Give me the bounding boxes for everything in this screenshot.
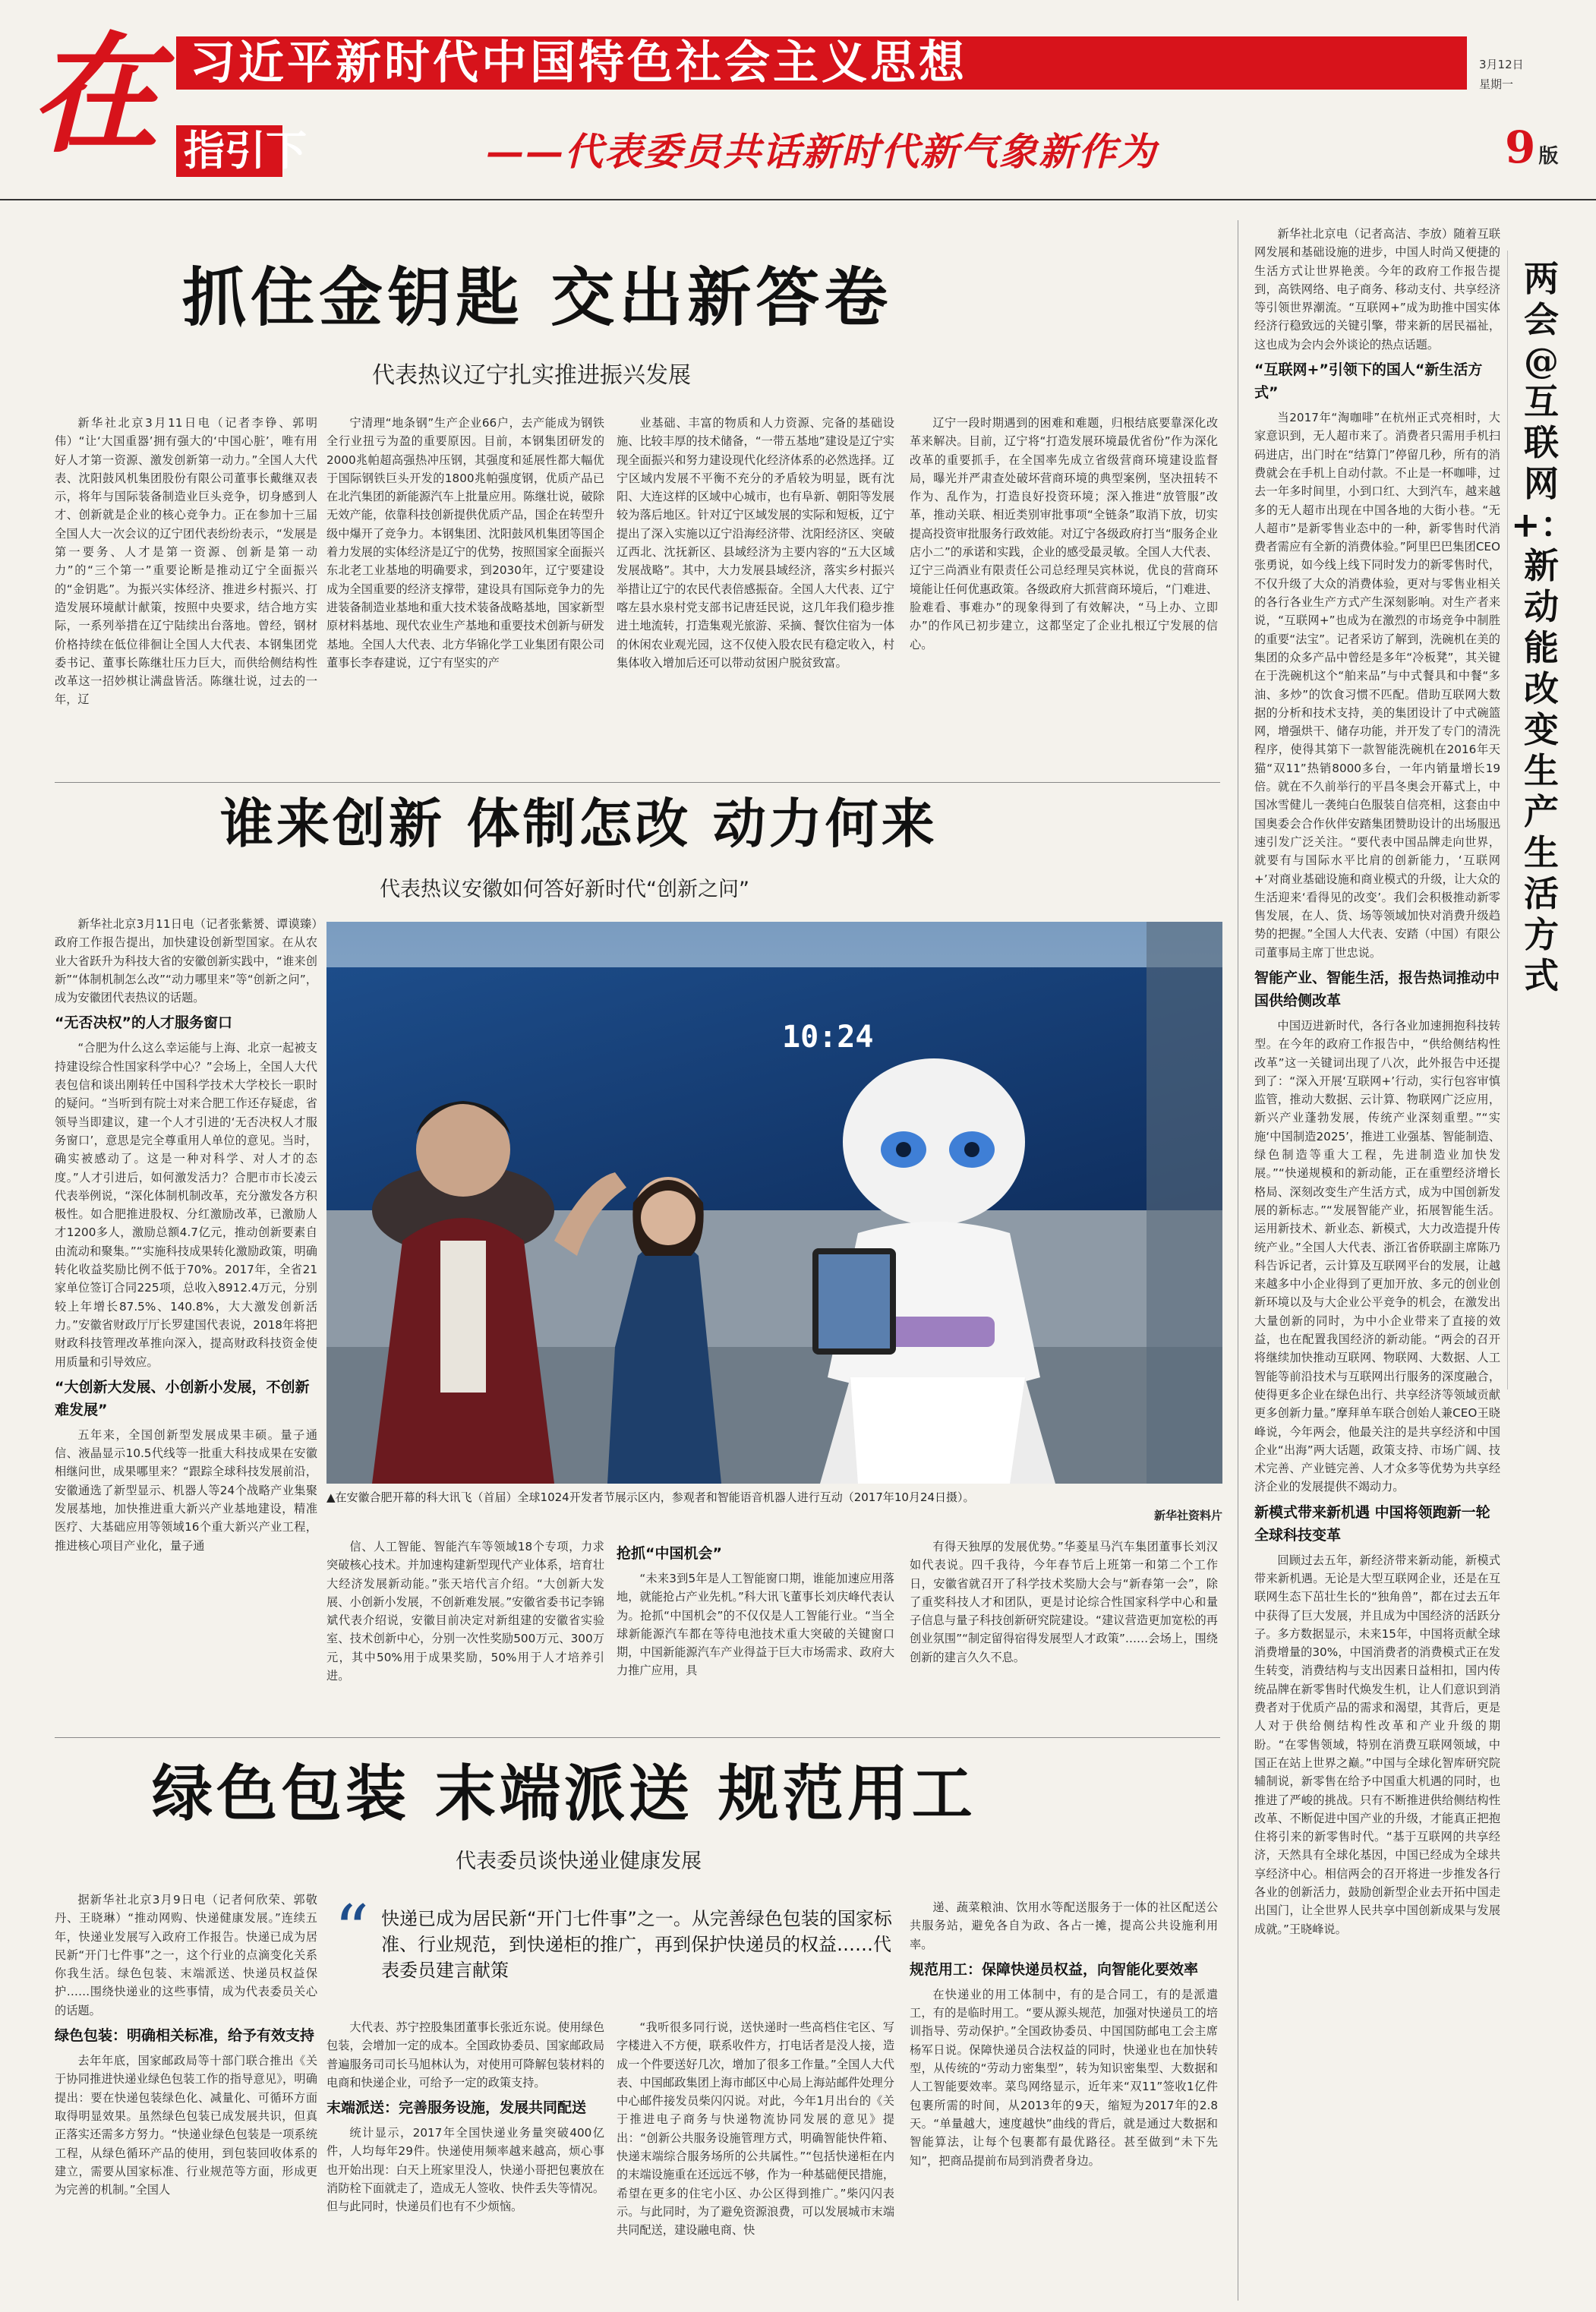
sidebar-vertical-title: 两会@互联网+：新动能改变生产生活方式 — [1511, 258, 1575, 996]
section2-column-3: 抢抓“中国机会” “未来3到5年是人工智能窗口期，谁能加速应用落地，就能抢占产业先机。”科大讯飞董事长刘庆峰代表认为。抢抓“中国机会”的不仅仅是人工智能行业。“当全球新能源汽车都在等待电池技术重大突破的关键窗口期，中国新能源汽车产业得益于巨大市场需求、政府大力推广应用，具 — [617, 1538, 894, 1826]
photo-illustration — [326, 922, 1222, 1484]
sidebar-subhead-smart-industry: 智能产业、智能生活，报告热词推动中国供给侧改革 — [1254, 969, 1500, 1009]
section2-column-1: 新华社北京3月11日电（记者张紫赟、谭谟臻）政府工作报告提出，加快建设创新型国家。在从农业大省跃升为科技大省的安徽创新实践中，“谁来创新”“体制机制怎么改”“动力哪里来”等“创新之问”，成为安徽团代表热议的话题。 “无否决权”的人才服务窗口 “合肥为什么这么幸运能与上海、北京一起被支持建设综合性国家科学中心？”会场上，全国人大代表包信和谈出刚转任中国科学技术大学校长一职时的疑问。“当听到有院士对来合肥工作还存疑虑，省领导当即建议，建一个人才引进的‘无否决权人才服务窗口’，意思是完全尊重用人单位的意见。当时，确实被感动了。这是一种对科学、对人才的态度。”人才引进后，如何激发活力？合肥市市长凌云代表举例说，“深化体制机制改革，充分激发各方积极性。如合肥推进股权、分红激励改革，已激励人才1200多人，激励总额4.7亿元，推动创新要素自由流动和聚集。”“实施科技成果转化激励政策，明确转化收益奖励比例不低于70%。2017年，全省21家单位签订合同225项，总收入8912.4万元，分别较上年增长87.5%、140.8%，大大激发创新活力。”安徽省财政厅厅长罗建国代表说，2018年将把财政科技管理改革推向深入，提高财政科技资金使用质量和引导效应。 “大创新大发展、小创新小发展，不创新难发展” 五年来，全国创新型发展成果丰硕。量子通信、液晶显示10.5代线等一批重大科技成果在安徽相继问世，成果哪里来？“跟踪全球科技发展前沿，安徽通选了新型显示、机器人等24个战略产业集聚发展基地，加快推进重大新兴产业基地建设，精准医疗、大基础应用等领域16个重大新兴产业工程，推进核心项目产业化，量子通 — [55, 917, 317, 1553]
masthead-title-line2: 指引下 — [184, 126, 307, 175]
masthead-big-character: 在 — [30, 19, 160, 171]
section1-subhead: 代表热议辽宁扎实推进振兴发展 — [372, 362, 691, 389]
section2-column-2: 信、人工智能、智能汽车等领域18个专项，力求突破核心技术。并加速构建新型现代产业体系，培育壮大经济发展新动能。”张天培代言介绍。“大创新大发展、小创新小发展，不创新难发展。”安徽省委书记李锦斌代表介绍说，安徽目前决定对新组建的安徽省实验室、技术创新中心，分别一次性奖励500万元、300万元，其中50%用于成果奖励，50%用于人才培养引进。 — [326, 1540, 604, 1683]
section3-column-1: 据新华社北京3月9日电（记者何欣荣、郭敬丹、王晓琳）“推动网购、快递健康发展。”连续五年，快递业发展写入政府工作报告。快递已成为居民新“开门七件事”之一，这个行业的点滴变化关系你我生活。绿色包装、末端派送、快递员权益保护……围绕快递业的这些事情，成为代表委员关心的话题。 绿色包装：明确相关标准，给予有效支持 去年年底，国家邮政局等十部门联合推出《关于协同推进快递业绿色包装工作的指导意见》，明确提出：要在快递包装绿色化、减量化、可循环方面取得明显效果。虽然绿色包装已成发展共识，但真正落实还需多方努力。“快递业绿色包装是一项系统工程，从绿色循环产品的使用，到包装回收体系的建立，需要从国家标准、行业规范等方面，形成更为完善的机制。”全国人 — [55, 1893, 317, 2197]
section3-column-4: 递、蔬菜粮油、饮用水等配送服务于一体的社区配送公共服务站，避免各自为政、各占一摊，提高公共设施利用率。 规范用工：保障快递员权益，向智能化要效率 在快递业的用工体制中，有的是合同工，有的是派遣工，有的是临时用工。“要从源头规范，加强对快递员工的培训指导、劳动保护。”全国政协委员、中国国防邮电工会主席杨军日说。保障快递员合法权益的同时，快递业也在加快转型，从传统的“劳动力密集型”，转为知识密集型、大数据和人工智能要效率。菜鸟网络显示，近年来“双11”签收1亿件包裹所需的时间，从2013年的9天，缩短为2017年的2.8天。“单量越大，速度越快”曲线的背后，就是通过大数据和智能算法，让每个包裹都有最优路径。甚至做到“未下先知”，把商品提前布局到消费者身边。 — [910, 1900, 1218, 2168]
photo-caption-text: ▲在安徽合肥开幕的科大讯飞（首届）全球1024开发者节展示区内，参观者和智能语音机器人进行互动（2017年10月24日摄）。 — [326, 1490, 975, 1504]
section1-column-1: 新华社北京3月11日电（记者李铮、郭明伟）“让‘大国重器’拥有强大的‘中国心脏’，唯有用好人才第一资源、激发创新第一动力。”全国人大代表、沈阳鼓风机集团股份有限公司董事长戴继双表示，将年与国际装备制造业巨头竞争，切身感到人才、创新就是企业的核心竞争力。正在参加十三届全国人大一次会议的辽宁团代表纷纷表示，“发展是第一要务、人才是第一资源、创新是第一动力”的“三个第一”重要论断是推动辽宁全面振兴的“金钥匙”。为振兴实体经济、推进乡村振兴、打造发展环境献计献策，按照中央要求，结合地方实际，一系列举措在辽宁陆续出台落地。曾经，钢材价格持续在低位徘徊让全国人大代表、本钢集团党委书记、董事长陈继壮压力巨大，而供给侧结构性改革这一招妙棋让满盘皆活。陈继壮说，过去的一年，辽 — [55, 416, 317, 707]
robot-expo-photo — [326, 922, 1222, 1484]
photo-credit: 新华社资料片 — [1153, 1509, 1222, 1522]
pull-quote-text: 快递已成为居民新“开门七件事”之一。从完善绿色包装的国家标准、行业规范，到快递柜的推广，再到保护快递员的权益……代表委员建言献策 — [381, 1908, 892, 1981]
masthead-title: 习近平新时代中国特色社会主义思想 — [190, 36, 967, 90]
section2-rule — [55, 1737, 1220, 1738]
section1-column-3: 业基础、丰富的物质和人力资源、完备的基础设施、比较丰厚的技术储备，“一带五基地”建设是辽宁实现全面振兴和努力建设现代化经济体系的必然选择。辽宁区域内发展不平衡不充分的矛盾较为明显，既有沈阳、大连这样的区域中心城市，也有阜新、朝阳等发展较为落后地区。针对辽宁区域发展的实际和短板，辽宁提出了深入实施以辽宁沿海经济带、沈阳经济区、突破辽西北、沈抚新区、县域经济为主要内容的“五大区域发展战略”。其中，大力发展县域经济，落实乡村振兴举措让辽宁的农民代表倍感振奋。全国人大代表、辽宁喀左县水泉村党支部书记唐廷民说，这几年我们稳步推进土地流转，打造集观光旅游、采摘、餐饮住宿为一体的休闲农业观光园，这不仅使入股农民有稳定收入，村集体收入增加后还可以带动贫困户脱贫致富。 — [617, 416, 894, 670]
issue-date — [1479, 55, 1524, 94]
sidebar-subhead-new-life: “互联网+”引领下的国人“新生活方式” — [1254, 361, 1483, 402]
section2-headline: 谁来创新 体制怎改 动力何来 — [220, 792, 938, 855]
section3-column-3: “我听很多同行说，送快递时一些高档住宅区、写字楼进入不方便，联系收件方，打电话者是没人接，造成一个件要送好几次，增加了很多工作量。”全国人大代表、中国邮政集团上海市邮区中心局上海站邮件处理分中心邮件接发员柴闪闪说。对此，今年1月出台的《关于推进电子商务与快递物流协同发展的意见》提出：“创新公共服务设施管理方式，明确智能快件箱、快递末端综合服务场所的公共属性。”“包括快递柜在内的末端设施重在还远远不够，作为一种基础便民措施，希望在更多的住宅小区、办公区得到推广。”柴闪闪表示。与此同时，为了避免资源浪费，可以发展城市末端共同配送，建设融电商、快 — [617, 2020, 894, 2238]
section1-column-4: 辽宁一段时期遇到的困难和难题，归根结底要靠深化改革来解决。目前，辽宁将“打造发展环境最优省份”作为深化改革的重要抓手，在全国率先成立省级营商环境建设监督局，曝光并严肃查处破坏营商环境的典型案例，坚决扭转不作为、乱作为，打造良好投资环境；深入推进“放管服”改革，推动关联、相近类别审批事项“全链条”取消下放，切实提高投资审批服务行政效能。对辽宁各级政府打当“服务企业店小二”的承诺和实践，企业的感受最灵敏。全国人大代表、辽宁三尚酒业有限责任公司总经理吴宾林说，优良的营商环境能让任何优惠政策。各级政府大抓营商环境后，“门难进、脸难看、事难办”的现象得到了有效解决，“马上办、立即办”的作风已初步建立，这都坚定了企业扎根辽宁发展的信心。 — [910, 416, 1218, 651]
section3-subhead: 代表委员谈快递业健康发展 — [456, 1850, 702, 1873]
section2-column-4: 有得天独厚的发展优势。”华菱星马汽车集团董事长刘汉如代表说。四千我待，今年春节后上班第一和第二个工作日，安徽省就召开了科学技术奖励大会与“新春第一会”，除了重奖科技人才和团队，更是讨论综合性国家科学中心和量子信息与量子科技创新研究院建设。“建议营造更加宽松的再创业氛围”“制定留得宿得发展型人才政策”……会场上，围绕创新的建言久久不息。 — [910, 1540, 1218, 1664]
subhead-delivery: 末端派送：完善服务设施，发展共同配送 — [326, 2099, 587, 2117]
display-clock: 10:24 — [782, 1020, 874, 1055]
issue-date-day: 3月12日 — [1479, 58, 1524, 71]
masthead-subtitle: ——代表委员共话新时代新气象新作为 — [486, 129, 1157, 174]
page-unit: 版 — [1538, 145, 1559, 168]
quote-mark-icon: “ — [334, 1891, 370, 1970]
page-number-value: 9 — [1505, 121, 1536, 173]
subhead-china-chance: 抢抓“中国机会” — [617, 1545, 722, 1562]
subhead-innovation: “大创新大发展、小创新小发展，不创新难发展” — [55, 1378, 310, 1418]
sidebar-subhead-new-model: 新模式带来新机遇 中国将领跑新一轮全球科技变革 — [1254, 1503, 1490, 1544]
section1-column-2: 宁清理“地条钢”生产企业66户，去产能成为钢铁全行业扭亏为盈的重要原因。目前，本钢集团研发的2000兆帕超高强热冲压钢，其强度和延展性都大幅优于国际钢铁巨头开发的1800兆帕强度钢，优质产品已在北汽集团的新能源汽车上批量应用。陈继壮说，破除无效产能，依靠科技创新提供优质产品，国企在转型升级中爆开了竞争力。本钢集团、沈阳鼓风机集团等国企着力发展的实体经济是辽宁的优势，按照国家全面振兴东北老工业基地的明确要求，到2030年，辽宁要建设成为全国重要的经济支撑带，建设具有国际竞争力的先进装备制造业基地和重大技术装备战略基地，国家新型原材料基地、现代农业生产基地和重要技术创新与研发基地。全国人大代表、北方华锦化学工业集团有限公司董事长李春建说，辽宁有坚实的产 — [326, 416, 604, 670]
issue-weekday: 星期一 — [1479, 77, 1514, 91]
masthead-rule — [0, 199, 1596, 200]
section1-rule — [55, 782, 1220, 783]
page-number — [1505, 121, 1559, 173]
section1-headline: 抓住金钥匙 交出新答卷 — [182, 260, 893, 335]
subhead-talent-window: “无否决权”的人才服务窗口 — [55, 1014, 232, 1032]
section3-column-2: 大代表、苏宁控股集团董事长张近东说。使用绿色包装，会增加一定的成本。全国政协委员、国家邮政局普遍服务司司长马旭林认为，对使用可降解包装材料的电商和快递企业，可给予一定的政策支持。 末端派送：完善服务设施，发展共同配送 统计显示，2017年全国快递业务量突破400亿件，人均每年29件。快递使用频率越来越高，烦心事也开始出现：白天上班家里没人，快递小哥把包裹放在消防栓下面就走了，造成无人签收、快件丢失等情况。但与此同时，快递员们也有不少烦恼。 — [326, 2020, 604, 2214]
section3-headline: 绿色包装 末端派送 规范用工 — [152, 1758, 976, 1829]
section2-subhead: 代表热议安徽如何答好新时代“创新之问” — [380, 878, 749, 901]
subhead-labor: 规范用工：保障快递员权益，向智能化要效率 — [910, 1960, 1199, 1978]
photo-caption — [326, 1488, 1222, 1525]
subhead-green-packaging: 绿色包装：明确相关标准，给予有效支持 — [55, 2027, 315, 2045]
sidebar-column: 新华社北京电（记者高洁、李放）随着互联网发展和基础设施的进步，中国人时尚又便捷的生活方式让世界艳羡。今年的政府工作报告提到，高铁网络、电子商务、移动支付、共享经济等引领世界潮流。“互联网+”成为助推中国实体经济行稳致远的关键引擎，带来新的居民福祉，这也成为会内会外谈论的热点话题。 “互联网+”引领下的国人“新生活方式” 当2017年“淘咖啡”在杭州正式亮相时，大家意识到，无人超市来了。消费者只需用手机扫码进店，出门时在“结算门”停留几秒，所有的消费就会在手机上自动付款。不止是一杯咖啡，过去一年多时间里，小到口红、大到汽车，越来越多的无人超市出现在中国各地的大街小巷。“无人超市”是新零售业态中的一种，新零售时代消费者需应有全新的消费体验。”阿里巴巴集团CEO张勇说，如今线上线下同时发力的新零售时代，不仅升级了大众的消费体验，更对与零售业相关的各行各业生产方式产生深刻影响。对生产者来说，“互联网+”也成为在激烈的市场竞争中制胜的重要“法宝”。记者采访了解到，洗碗机在美的集团的众多产品中曾经是多年“冷板凳”，其关键在于洗碗机这个“舶来品”与中式餐具和中餐“多油、多炒”的饮食习惯不匹配。借助互联网大数据的分析和技术支持，美的集团设计了中式碗篮网，增强烘干、储存功能，并开发了专门的清洗程序，使得其第下一款智能洗碗机在2016年天猫“双11”热销8000多台，一年内销量增长19倍。就在不久前举行的平昌冬奥会开幕式上，中国冰雪健儿一袭纯白色服装自信亮相，这套由中国奥委会合作伙伴安踏集团赞助设计的出场服迅速引发广泛关注。“要代表中国品牌走向世界，就要有与国际水平比肩的创新能力，‘互联网+’对商业基础设施和商业模式的升级，让大众的生活迎来‘看得见的改变’。我们会积极推动新零售发展，在人、货、场等领域加快对消费升级趋势的把握。”全国人大代表、安踏（中国）有限公司董事局主席丁世忠说。 智能产业、智能生活，报告热词推动中国供给侧改革 中国迈进新时代，各行各业加速拥抱科技转型。在今年的政府工作报告中，“供给侧结构性改革”这一关键词出现了八次，此外报告中还提到了：“深入开展‘互联网+’行动，实行包容审慎监管，推动大数据、云计算、物联网广泛应用，新兴产业蓬勃发展，传统产业深刻重塑。”“实施‘中国制造2025’，推进工业强基、智能制造、绿色制造等重大工程，先进制造业加快发展。”“快递规模和的新动能，正在重塑经济增长格局、深刻改变生产生活方式，成为中国创新发展的新标志。”“发展智能产业，拓展智能生活。运用新技术、新业态、新模式，大力改造提升传统产业。”全国人大代表、浙江省侨联副主席陈乃科告诉记者，云计算及互联网平台的发展，让越来越多中小企业得到了更加开放、多元的创业创新环境以及与大企业公平竞争的机会，在激发出大量创新的同时，为中小企业带来了直接的效益，也在配置我国经济的新动能。“两会的召开将继续加快推动互联网、物联网、大数据、人工智能等前沿技术与互联网出行服务的深度融合，使得更多企业在绿色出行、共享经济等领域贡献更多创新力量。”摩拜单车联合创始人兼CEO王晓峰说，今年两会，他最关注的是共享经济和中国企业“出海”两大话题，政策支持、市场广阔、技术完善、产业链完善、人才众多等优势为共享经济企业的发展提供不竭动力。 新模式带来新机遇 中国将领跑新一轮全球科技变革 回顾过去五年，新经济带来新动能，新模式带来新机遇。无论是大型互联网企业，还是在互联网生态下茁壮生长的“独角兽”，都在过去五年中获得了巨大发展，并且成为中国经济的活跃分子。多方数据显示，未来15年，中国将贡献全球消费增量的30%，中国消费者的消费模式正在发生转变，消费结构与支出因素日益相扣，国内传统品牌在新零售时代焕发生机，让人们意识到消费者对于优质产品的需求和渴望，其背后，更是人对于供给侧结构性改革和产业升级的期盼。“在零售领域，特别在消费互联网领域，中国正在站上世界之巅。”中国与全球化智库研究院辅制说，新零售在给予中国重大机遇的同时，也推进了严峻的挑战。只有不断推进供给侧结构性改革、不断促进中国产业的升级，才能真正把抱住将引来的新零售时代。“基于互联网的共享经济，天然具有全球化基因，中国已经成为全球共享经济中心。相信两会的召开将进一步推发各行各业的创新活力，鼓励创新型企业去开拓中国走出国门，让全世界人民共享中国创新成果与发展成就。”王晓峰说。 — [1254, 227, 1500, 1936]
pull-quote — [334, 1891, 911, 2003]
